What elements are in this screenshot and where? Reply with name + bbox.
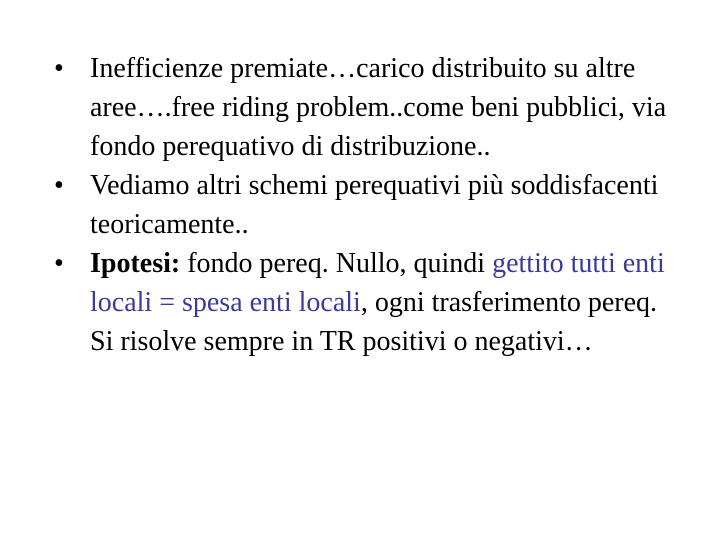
bullet-list: [54, 49, 674, 361]
hypothesis-label: Ipotesi:: [90, 248, 181, 279]
bullet-text-2: Vediamo altri schemi perequativi più soddisfacenti teoricamente..: [90, 170, 659, 240]
bullet-text-1: Inefficienze premiate…carico distribuito su altre aree….free riding problem..come beni pubblici, via fondo perequativo di distribuzione..: [90, 53, 667, 162]
bullet-item-1: [54, 49, 674, 166]
bullet-text-3-after: , ogni trasferimento pereq. Si risolve sempre in TR positivi o negativi…: [90, 287, 658, 357]
highlighted-equation: gettito tutti enti locali = spesa enti locali: [90, 248, 665, 318]
bullet-text-3-before: fondo pereq. Nullo, quindi: [180, 248, 493, 279]
bullet-icon: •: [54, 248, 64, 279]
bullet-icon: •: [54, 53, 64, 84]
bullet-item-3: [54, 244, 674, 361]
bullet-icon: •: [54, 170, 64, 201]
bullet-item-2: [54, 166, 674, 244]
